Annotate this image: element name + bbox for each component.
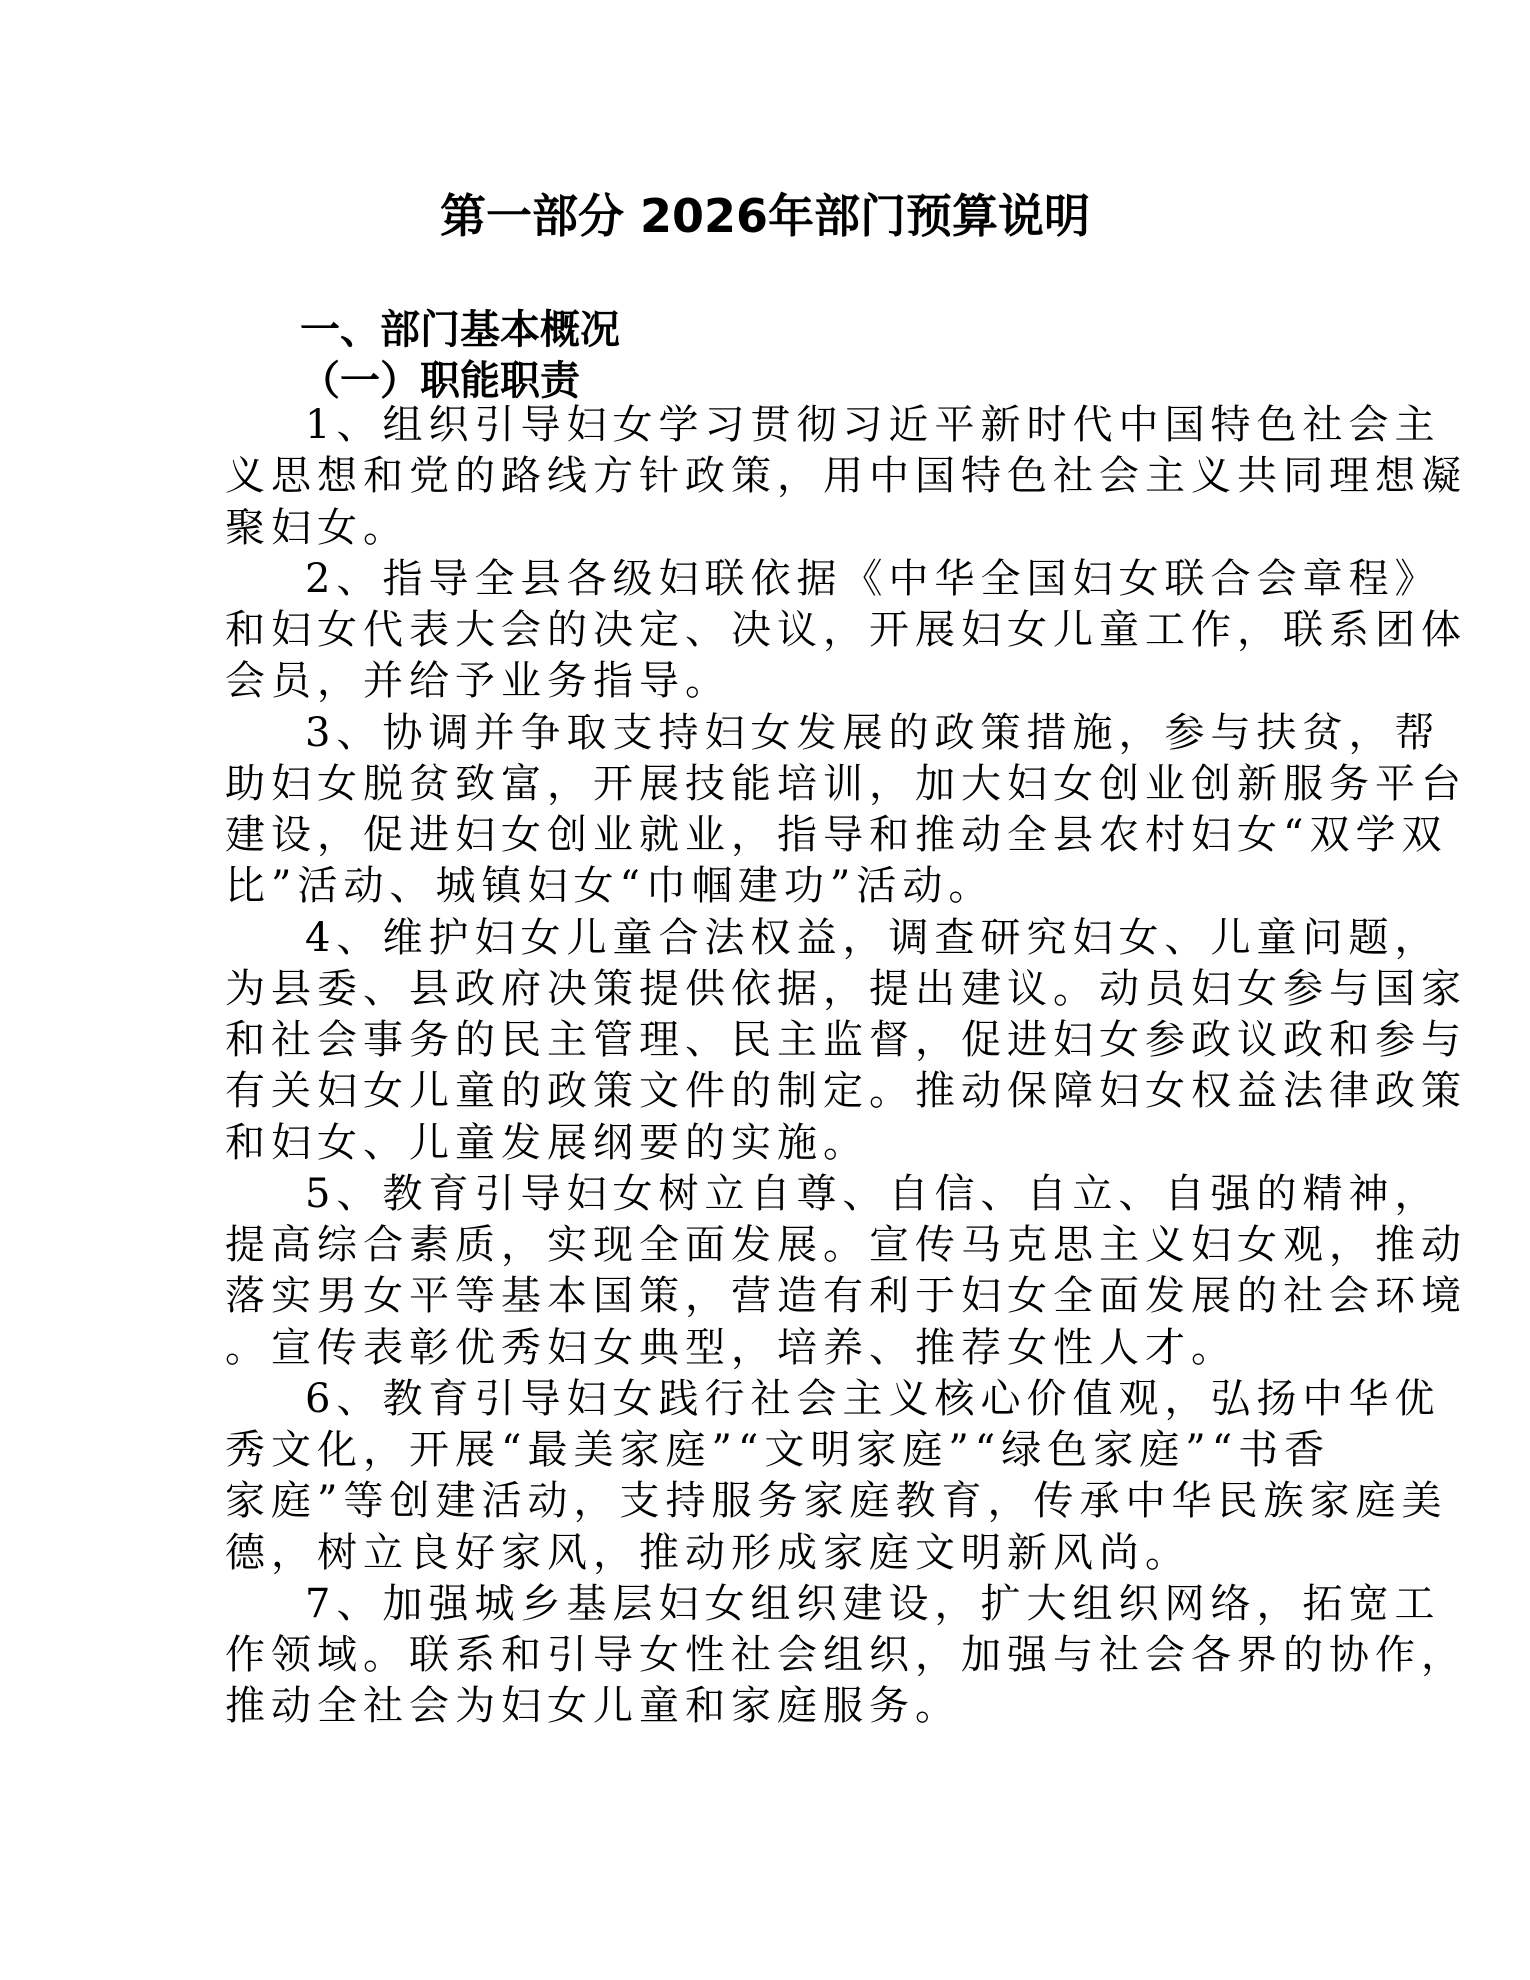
text-line: 秀文化，开展“最美家庭”“文明家庭”“绿色家庭”“书香 [225,1427,1331,1473]
text-line: 5、教育引导妇女树立自尊、自信、自立、自强的精神， [305,1170,1441,1217]
text-line: 4、维护妇女儿童合法权益，调查研究妇女、儿童问题， [305,914,1441,961]
text-line: 和妇女、儿童发展纲要的实施。 [225,1119,869,1166]
text-line: 义思想和党的路线方针政策，用中国特色社会主义共同理想凝 [225,453,1467,500]
text-line: 落实男女平等基本国策，营造有利于妇女全面发展的社会环境 [225,1273,1467,1320]
text-line: 和社会事务的民主管理、民主监督，促进妇女参政议政和参与 [225,1017,1467,1063]
text-line: 作领域。联系和引导女性社会组织，加强与社会各界的协作， [225,1632,1467,1678]
paragraph [225,1169,1467,1374]
text-line: 提高综合素质，实现全面发展。宣传马克思主义妇女观，推动 [225,1222,1467,1268]
paragraph [225,1374,1448,1579]
text-line: 会员，并给予业务指导。 [225,658,731,705]
paragraph [225,400,1467,554]
text-line: 聚妇女。 [225,504,409,551]
text-line: 7、加强城乡基层妇女组织建设，扩大组织网络，拓宽工 [305,1580,1441,1627]
text-line: 2、指导全县各级妇联依据《中华全国妇女联合会章程》 [305,555,1441,602]
text-line: 3、协调并争取支持妇女发展的政策措施，参与扶贫，帮 [305,709,1441,756]
paragraph [225,708,1467,913]
page-title: 第一部分 2026年部门预算说明 [439,189,1091,243]
paragraph [225,1579,1467,1733]
subsection-heading: （一）职能职责 [300,358,580,404]
text-line: 推动全社会为妇女儿童和家庭服务。 [225,1683,961,1730]
text-line: 建设，促进妇女创业就业，指导和推动全县农村妇女“双学双 [225,812,1448,858]
text-line: 1、组织引导妇女学习贯彻习近平新时代中国特色社会主 [305,402,1441,448]
text-line: 为县委、县政府决策提供依据，提出建议。动员妇女参与国家 [225,965,1467,1012]
text-line: 和妇女代表大会的决定、决议，开展妇女儿童工作，联系团体 [225,607,1467,653]
text-line: 6、教育引导妇女践行社会主义核心价值观，弘扬中华优 [305,1375,1441,1422]
text-line: 德，树立良好家风，推动形成家庭文明新风尚。 [225,1529,1191,1576]
text-line: 比”活动、城镇妇女“巾帼建功”活动。 [225,863,995,910]
paragraph [225,554,1467,708]
document-body [225,400,1467,1733]
text-line: 有关妇女儿童的政策文件的制定。推动保障妇女权益法律政策 [225,1068,1467,1115]
text-line: 助妇女脱贫致富，开展技能培训，加大妇女创业创新服务平台 [225,760,1467,807]
text-line: 家庭”等创建活动，支持服务家庭教育，传承中华民族家庭美 [225,1478,1448,1525]
section-heading: 一、部门基本概况 [300,307,620,353]
paragraph [225,913,1467,1169]
text-line: 。宣传表彰优秀妇女典型，培养、推荐女性人才。 [225,1324,1237,1371]
